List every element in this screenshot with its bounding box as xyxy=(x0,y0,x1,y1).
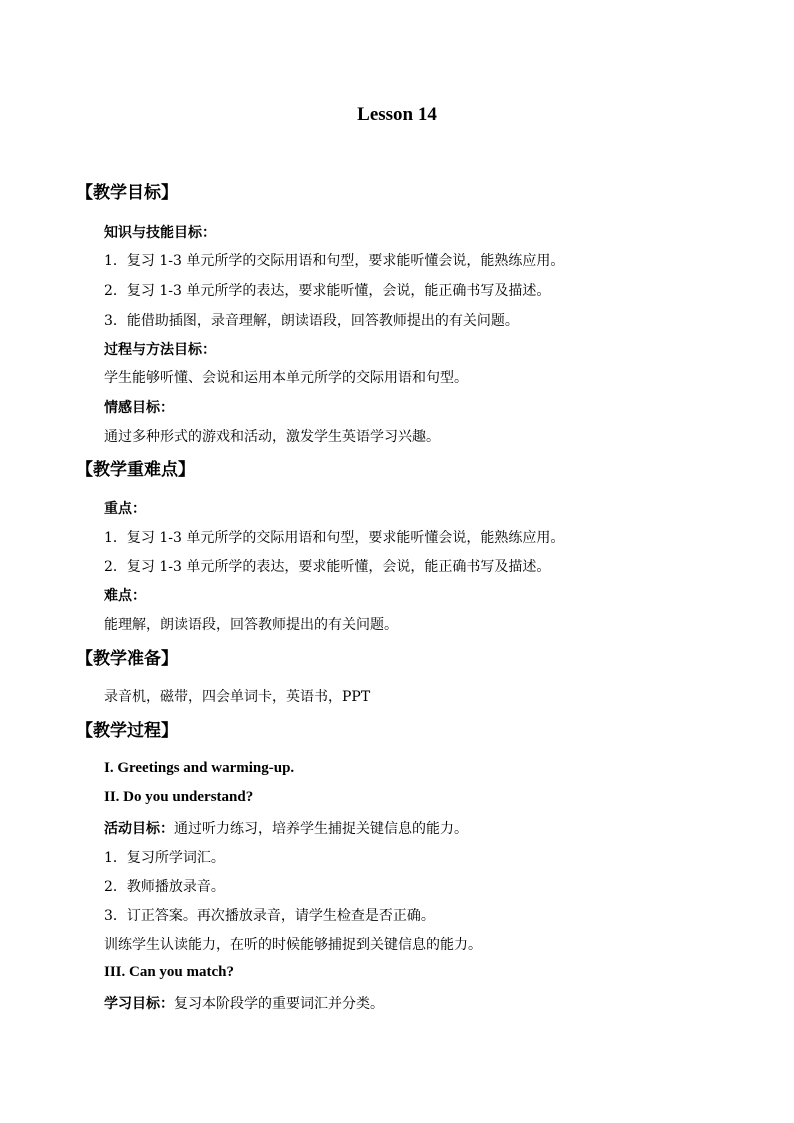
prep-materials: 录音机，磁带，四会单词卡，英语书，PPT xyxy=(104,689,371,705)
difficulty-heading: 难点： xyxy=(104,588,146,604)
activity-goal-text: 通过听力练习，培养学生捕捉关键信息的能力。 xyxy=(174,821,468,837)
document-title: Lesson 14 xyxy=(357,104,437,125)
emotion-goals-heading: 情感目标： xyxy=(104,400,174,416)
activity-goal xyxy=(104,818,468,838)
method-goals-text: 学生能够听懂、会说和运用本单元所学的交际用语和句型。 xyxy=(104,370,468,386)
emotion-goals-text: 通过多种形式的游戏和活动，激发学生英语学习兴趣。 xyxy=(104,429,440,445)
section-heading-goals: 【教学目标】 xyxy=(76,183,178,203)
process-step-3: 3．订正答案。再次播放录音，请学生检查是否正确。 xyxy=(104,908,435,924)
knowledge-goal-2: 2．复习 1-3 单元所学的表达，要求能听懂，会说，能正确书写及描述。 xyxy=(104,283,551,299)
training-text: 训练学生认读能力，在听的时候能够捕捉到关键信息的能力。 xyxy=(104,937,482,953)
study-goal xyxy=(104,993,384,1013)
section-heading-key-points: 【教学重难点】 xyxy=(76,460,195,480)
step-do-you-understand: II. Do you understand? xyxy=(104,789,254,805)
method-goals-heading: 过程与方法目标： xyxy=(104,342,216,358)
step-can-you-match: III. Can you match? xyxy=(104,964,235,980)
study-goal-text: 复习本阶段学的重要词汇并分类。 xyxy=(174,996,384,1012)
section-heading-prep: 【教学准备】 xyxy=(76,649,178,669)
process-step-1: 1．复习所学词汇。 xyxy=(104,850,225,866)
focus-item-1: 1．复习 1-3 单元所学的交际用语和句型，要求能听懂会说，能熟练应用。 xyxy=(104,530,565,546)
knowledge-goal-3: 3．能借助插图，录音理解，朗读语段，回答教师提出的有关问题。 xyxy=(104,313,519,329)
study-goal-label: 学习目标： xyxy=(104,996,174,1012)
process-step-2: 2．教师播放录音。 xyxy=(104,879,225,895)
knowledge-goal-1: 1．复习 1-3 单元所学的交际用语和句型，要求能听懂会说，能熟练应用。 xyxy=(104,253,565,269)
activity-goal-label: 活动目标： xyxy=(104,821,174,837)
difficulty-text: 能理解，朗读语段，回答教师提出的有关问题。 xyxy=(104,617,398,633)
focus-item-2: 2．复习 1-3 单元所学的表达，要求能听懂，会说，能正确书写及描述。 xyxy=(104,559,551,575)
step-greetings: I. Greetings and warming-up. xyxy=(104,760,295,776)
section-heading-process: 【教学过程】 xyxy=(76,721,178,741)
knowledge-goals-heading: 知识与技能目标： xyxy=(104,225,216,241)
focus-heading: 重点： xyxy=(104,501,146,517)
